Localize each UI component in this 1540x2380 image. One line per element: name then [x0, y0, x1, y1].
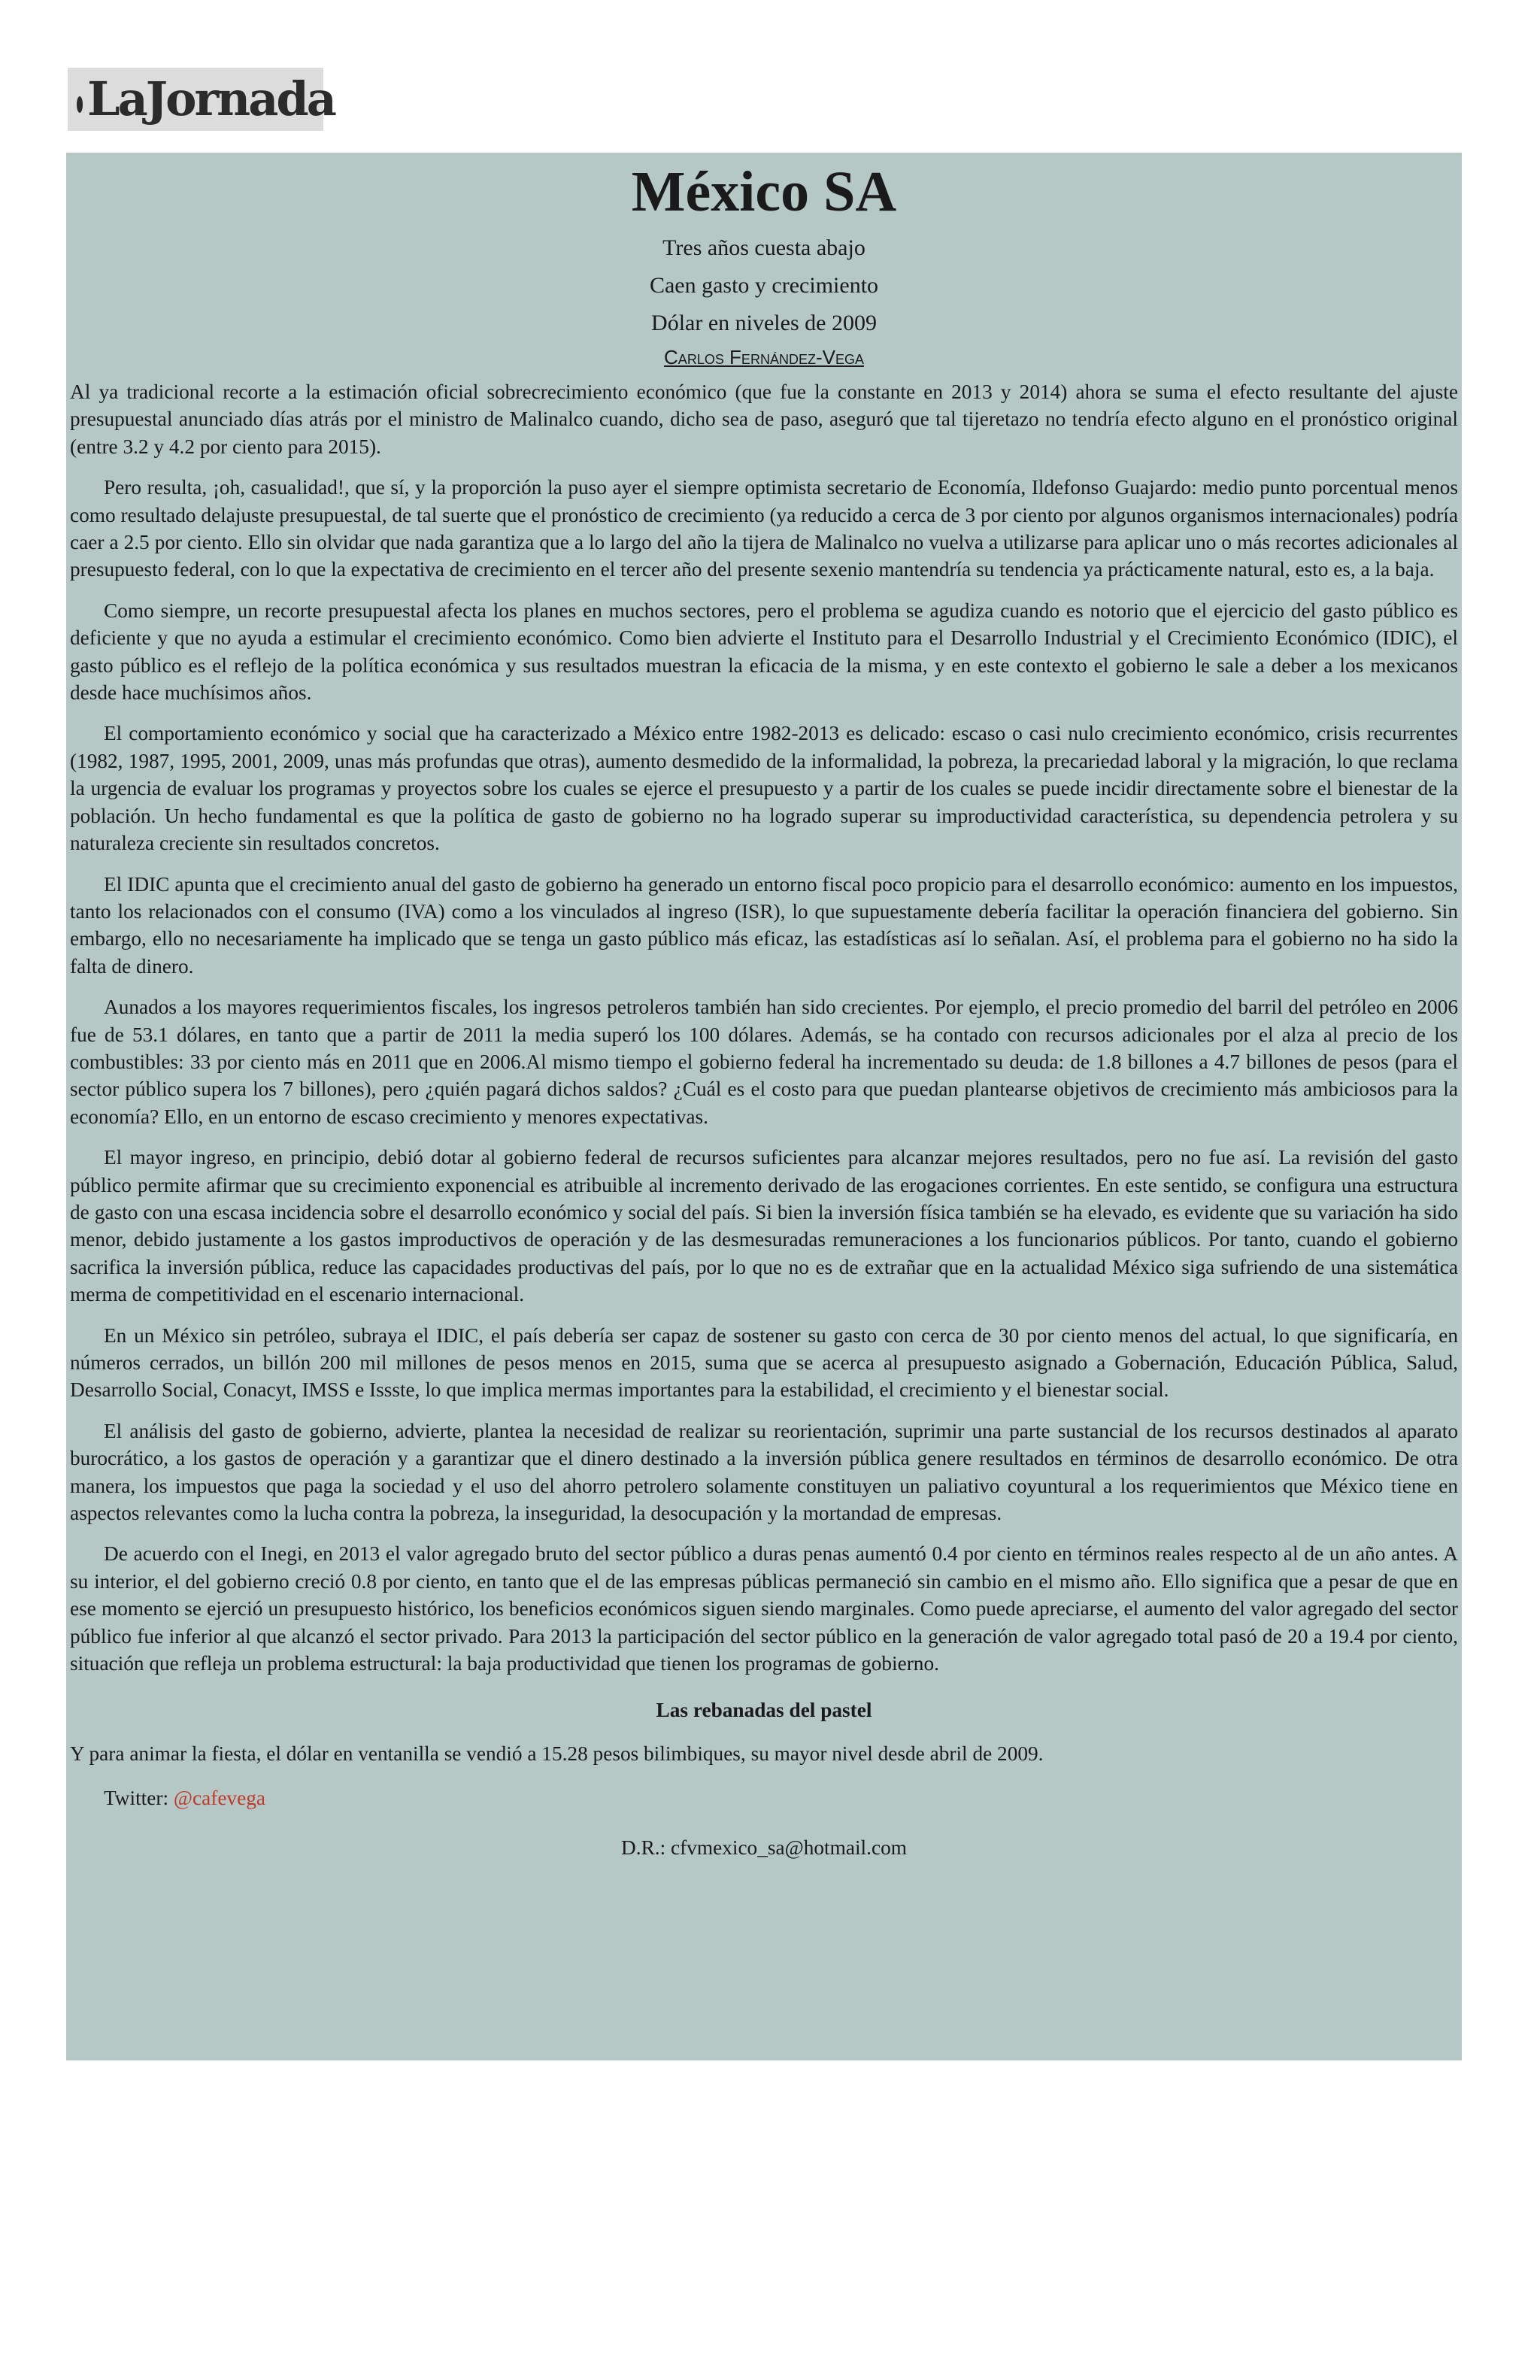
- paragraph-10: De acuerdo con el Inegi, en 2013 el valor agregado bruto del sector público a duras penas aumentó 0.4 por ciento en términos reales respecto al de un año antes. A su interior, el del gobierno creció 0.8 por ciento, en tanto que el de las empresas públicas permaneció sin cambio en el mismo año. Ello significa que a pesar de que en ese momento se ejerció un presupuesto histórico, los beneficios económicos siguen siendo marginales. Como puede apreciarse, el aumento del valor agregado del sector público fue inferior al que alcanzó el sector privado. Para 2013 la participación del sector público en la generación de valor agregado total pasó de 20 a 19.4 por ciento, situación que refleja un problema estructural: la baja productividad que tienen los programas de gobierno.: [70, 1542, 1458, 1675]
- article-subtitles: [70, 229, 1458, 342]
- subtitle-2: Caen gasto y crecimiento: [649, 273, 879, 298]
- paragraph-5: El IDIC apunta que el crecimiento anual del gasto de gobierno ha generado un entorno fiscal poco propicio para el desarrollo económico: aumento en los impuestos, tanto los relacionados con el consumo (IVA) como a los vinculados al ingreso (ISR), lo que supuestamente debería facilitar la operación financiera del gobierno. Sin embargo, ello no necesariamente ha implicado que se tenga un gasto público más eficaz, las estadísticas así lo señalan. Así, el problema para el gobierno no ha sido la falta de dinero.: [70, 872, 1458, 978]
- paragraph-1: Al ya tradicional recorte a la estimación oficial sobrecrecimiento económico (que fue la constante en 2013 y 2014) ahora se suma el efecto resultante del ajuste presupuestal anunciado días atrás por el ministro de Malinalco cuando, dicho sea de paso, aseguró que tal tijeretazo no tendría efecto alguno en el pronóstico original (entre 3.2 y 4.2 por ciento para 2015).: [70, 380, 1458, 458]
- logo-circle-icon: [77, 96, 83, 113]
- author-byline[interactable]: Carlos Fernández-Vega: [664, 346, 864, 368]
- twitter-handle-link[interactable]: @cafevega: [173, 1786, 265, 1809]
- article-title: México SA: [631, 160, 897, 223]
- twitter-line: [104, 1784, 1458, 1812]
- paragraph-6: Aunados a los mayores requerimientos fiscales, los ingresos petroleros también han sido crecientes. Por ejemplo, el precio promedio del barril del petróleo en 2006 fue de 53.1 dólares, en tanto que a partir de 2011 la media superó los 100 dólares. Además, se ha contado con recursos adicionales por el alza al precio de los combustibles: 33 por ciento más en 2011 que en 2006.Al mismo tiempo el gobierno federal ha incrementado su deuda: de 1.8 billones a 4.7 billones de pesos (para el sector público supera los 7 billones), pero ¿quién pagará dichos saldos? ¿Cuál es el costo para que puedan plantearse objetivos de crecimiento más ambiciosos para la economía? Ello, en un entorno de escaso crecimiento y menores expectativas.: [70, 996, 1458, 1128]
- article-body: [70, 378, 1458, 1677]
- article-panel: [66, 153, 1462, 2060]
- paragraph-2: Pero resulta, ¡oh, casualidad!, que sí, y la proporción la puso ayer el siempre optimista secretario de Economía, Ildefonso Guajardo: medio punto porcentual menos como resultado delajuste presupuestal, de tal suerte que el pronóstico de crecimiento (ya reducido a cerca de 3 por ciento por algunos organismos internacionales) podría caer a 2.5 por ciento. Ello sin olvidar que nada garantiza que a lo largo del año la tijera de Malinalco no vuelva a utilizarse para aplicar uno o más recortes adicionales al presupuesto federal, con lo que la expectativa de crecimiento en el tercer año del presente sexenio mantendría su tendencia ya prácticamente natural, esto es, a la baja.: [70, 476, 1458, 581]
- paragraph-9: El análisis del gasto de gobierno, advierte, plantea la necesidad de realizar su reorientación, suprimir una parte sustancial de los recursos destinados al aparato burocrático, a los gastos de operación y a garantizar que el dinero destinado a la inversión pública genere resultados en términos de desarrollo económico. De otra manera, los impuestos que paga la sociedad y el uso del ahorro petrolero solamente constituyen un paliativo coyuntural a los requerimientos que México tiene en aspectos relevantes como la lucha contra la pobreza, la inseguridad, la desocupación y la mortandad de empresas.: [70, 1419, 1458, 1525]
- la-jornada-logo: [68, 68, 335, 131]
- paragraph-7: El mayor ingreso, en principio, debió dotar al gobierno federal de recursos suficientes para alcanzar mejores resultados, pero no fue así. La revisión del gasto público permite afirmar que su crecimiento exponencial es atribuible al incremento derivado de las erogaciones corrientes. En este sentido, se configura una estructura de gasto con una escasa incidencia sobre el desarrollo económico y social del país. Si bien la inversión física también se ha elevado, es evidente que su variación ha sido menor, debido justamente a los gastos improductivos de operación y de las desmesuradas remuneraciones a los funcionarios públicos. Por tanto, cuando el gobierno sacrifica la inversión pública, reduce las capacidades productivas del país, por lo que no es de extrañar que en la actualidad México siga sufriendo de una sistemática merma de competitividad en el escenario internacional.: [70, 1146, 1458, 1306]
- twitter-label: Twitter:: [104, 1786, 174, 1809]
- paragraph-4: El comportamiento económico y social que ha caracterizado a México entre 1982-2013 es delicado: escaso o casi nulo crecimiento económico, crisis recurrentes (1982, 1987, 1995, 2001, 2009, unas más profundas que otras), aumento desmedido de la informalidad, la pobreza, la precariedad laboral y la migración, lo que reclama la urgencia de evaluar los programas y proyectos sobre los cuales se ejerce el presupuesto y a partir de los cuales se puede incidir directamente sobre el bienestar de la población. Un hecho fundamental es que la política de gasto de gobierno no ha logrado superar su improductividad característica, su dependencia petrolera y su naturaleza creciente sin resultados concretos.: [70, 722, 1458, 855]
- closing-paragraph: Y para animar la fiesta, el dólar en ventanilla se vendió a 15.28 pesos bilimbiques, su mayor nivel desde abril de 2009.: [70, 1742, 1044, 1766]
- subtitle-3: Dólar en niveles de 2009: [651, 311, 877, 335]
- paragraph-8: En un México sin petróleo, subraya el IDIC, el país debería ser capaz de sostener su gasto con cerca de 30 por ciento menos del actual, lo que significaría, en números cerrados, un billón 200 mil millones de pesos menos en 2015, suma que se acerca al presupuesto asignado a Gobernación, Educación Pública, Salud, Desarrollo Social, Conacyt, IMSS e Issste, lo que implica mermas importantes para la estabilidad, el crecimiento y el bienestar social.: [70, 1323, 1458, 1402]
- subtitle-1: Tres años cuesta abajo: [662, 235, 865, 260]
- section-heading: Las rebanadas del pastel: [656, 1699, 872, 1722]
- logo-text: LaJornada: [87, 71, 335, 126]
- paragraph-3: Como siempre, un recorte presupuestal afecta los planes en muchos sectores, pero el problema se agudiza cuando es notorio que el ejercicio del gasto público es deficiente y que no ayuda a estimular el crecimiento económico. Como bien advierte el Instituto para el Desarrollo Industrial y el Crecimiento Económico (IDIC), el gasto público es el reflejo de la política económica y sus resultados muestran la eficacia de la misma, y en este contexto el gobierno le sale a deber a los mexicanos desde hace muchísimos años.: [70, 599, 1458, 705]
- copyright-email: D.R.: cfvmexico_sa@hotmail.com: [621, 1836, 907, 1859]
